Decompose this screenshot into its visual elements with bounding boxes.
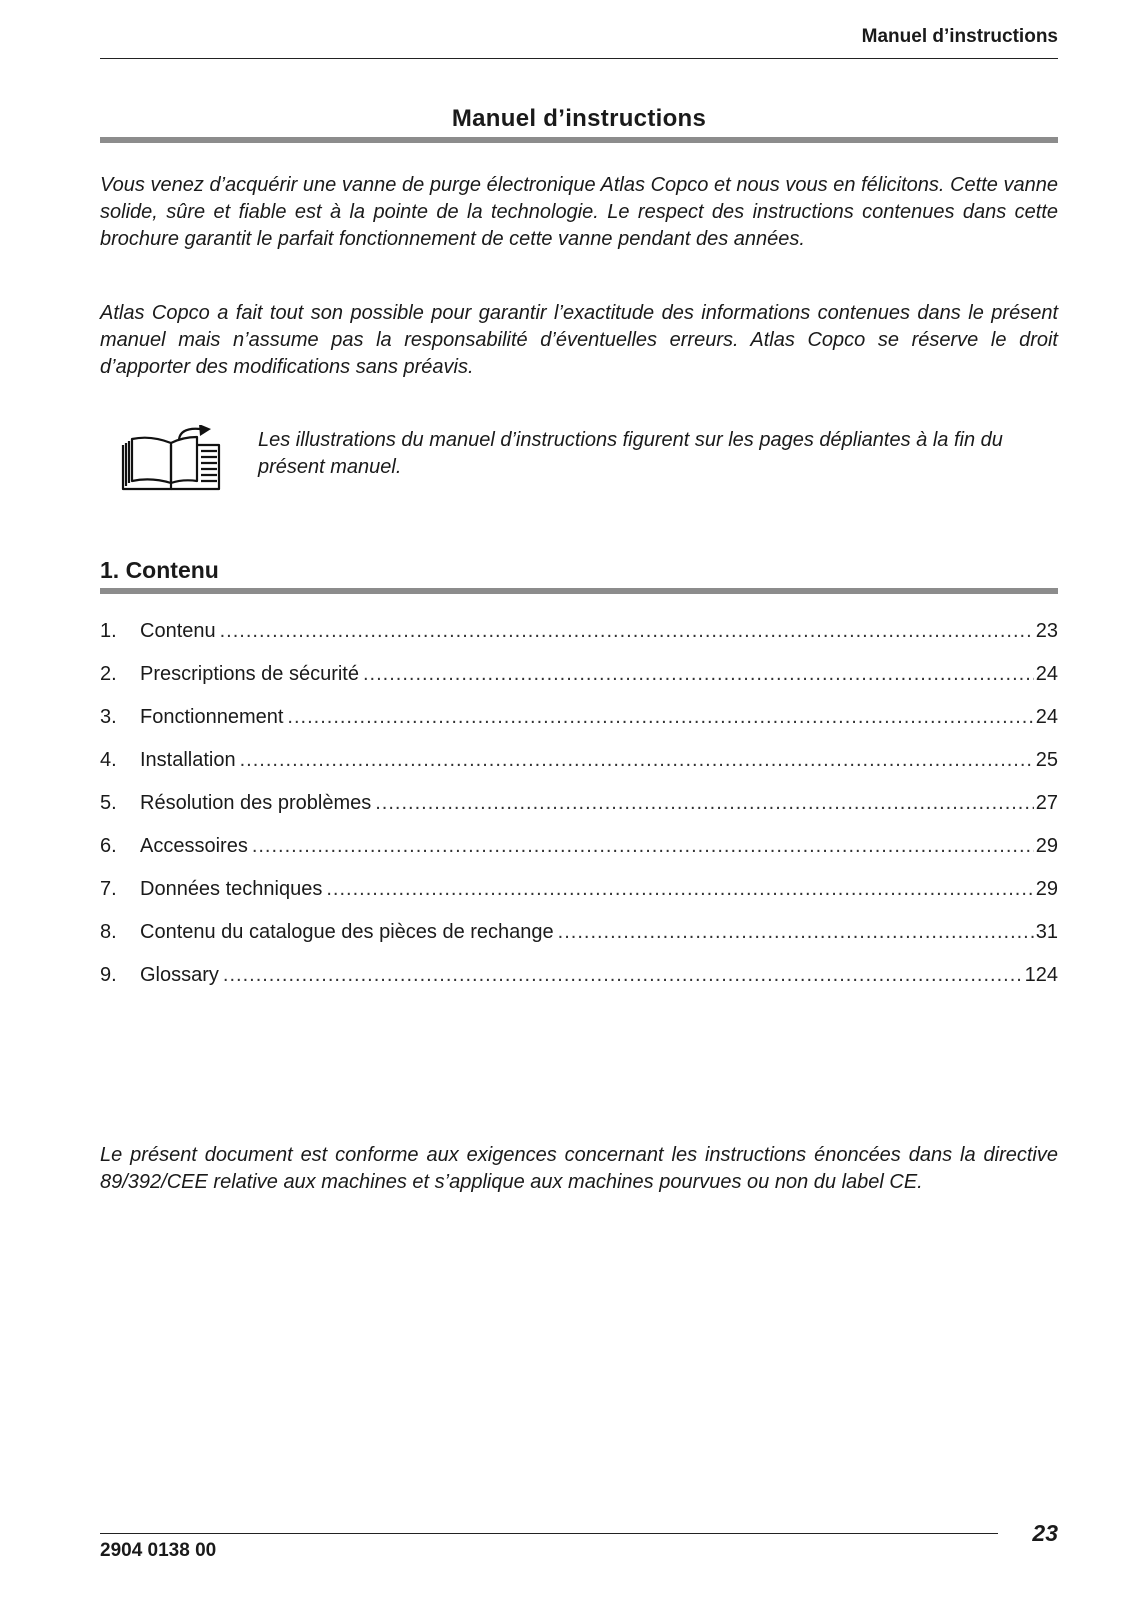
toc-number: 7. [100, 878, 117, 900]
page-title: Manuel d’instructions [451, 105, 707, 132]
toc-page-number: 23 [1035, 620, 1058, 642]
table-of-contents [100, 620, 1058, 1007]
toc-page-number: 31 [1035, 921, 1058, 943]
toc-number: 5. [100, 792, 117, 814]
toc-entry[interactable] [100, 749, 1058, 792]
illustrations-note: Les illustrations du manuel d’instructions figurent sur les pages dépliantes à la fin du présent manuel. [258, 429, 1003, 478]
toc-number: 1. [100, 620, 117, 642]
toc-label: Prescriptions de sécurité [140, 663, 359, 685]
header-rule [100, 58, 1058, 59]
toc-leader-dots [326, 878, 1033, 901]
toc-leader-dots [363, 663, 1034, 686]
footer-rule [100, 1533, 998, 1534]
toc-label: Accessoires [140, 835, 248, 857]
toc-number: 3. [100, 706, 117, 728]
toc-page-number: 29 [1035, 878, 1058, 900]
running-header-title: Manuel d’instructions [861, 26, 1058, 47]
toc-leader-dots [287, 706, 1033, 729]
conformity-statement: Le présent document est conforme aux exigences concernant les instructions énoncées dans la directive 89/392/CEE relative aux machines et s’applique aux machines pourvues ou non du label CE. [100, 1144, 1058, 1193]
toc-page-number: 29 [1035, 835, 1058, 857]
page-number: 23 [1032, 1520, 1058, 1546]
toc-entry[interactable] [100, 878, 1058, 921]
toc-page-number: 124 [1024, 964, 1058, 986]
toc-label: Contenu du catalogue des pièces de rechange [140, 921, 554, 943]
toc-leader-dots [375, 792, 1034, 815]
toc-number: 4. [100, 749, 117, 771]
toc-entry[interactable] [100, 835, 1058, 878]
toc-leader-dots [220, 620, 1034, 643]
section-underline-bar [100, 588, 1058, 594]
toc-label: Données techniques [140, 878, 323, 900]
book-page-turn-icon [121, 425, 225, 499]
toc-label: Contenu [140, 620, 216, 642]
intro-paragraph: Atlas Copco a fait tout son possible pour garantir l’exactitude des informations contenues dans le présent manuel mais n’assume pas la responsabilité d’éventuelles erreurs. Atlas Copco se réserve le droit d’apporter des modifications sans préavis. [100, 302, 1058, 378]
toc-label: Fonctionnement [140, 706, 284, 728]
toc-label: Installation [140, 749, 236, 771]
toc-page-number: 24 [1035, 706, 1058, 728]
toc-entry[interactable] [100, 792, 1058, 835]
toc-number: 9. [100, 964, 117, 986]
toc-label: Résolution des problèmes [140, 792, 372, 814]
toc-page-number: 27 [1035, 792, 1058, 814]
document-number: 2904 0138 00 [100, 1540, 217, 1561]
intro-paragraph: Vous venez d’acquérir une vanne de purge électronique Atlas Copco et nous vous en félicitons. Cette vanne solide, sûre et fiable est à la pointe de la technologie. Le respect des instructions contenues dans cette brochure garantit le parfait fonctionnement de cette vanne pendant des années. [100, 174, 1058, 250]
toc-page-number: 25 [1035, 749, 1058, 771]
toc-page-number: 24 [1035, 663, 1058, 685]
title-underline-bar [100, 137, 1058, 143]
toc-leader-dots [240, 749, 1034, 772]
toc-entry[interactable] [100, 706, 1058, 749]
toc-entry[interactable] [100, 663, 1058, 706]
toc-number: 2. [100, 663, 117, 685]
section-title: 1. Contenu [100, 557, 219, 583]
toc-leader-dots [558, 921, 1034, 944]
toc-label: Glossary [140, 964, 219, 986]
toc-number: 8. [100, 921, 117, 943]
toc-entry[interactable] [100, 964, 1058, 1007]
toc-leader-dots [252, 835, 1034, 858]
toc-entry[interactable] [100, 921, 1058, 964]
toc-entry[interactable] [100, 620, 1058, 663]
toc-leader-dots [223, 964, 1023, 987]
toc-number: 6. [100, 835, 117, 857]
